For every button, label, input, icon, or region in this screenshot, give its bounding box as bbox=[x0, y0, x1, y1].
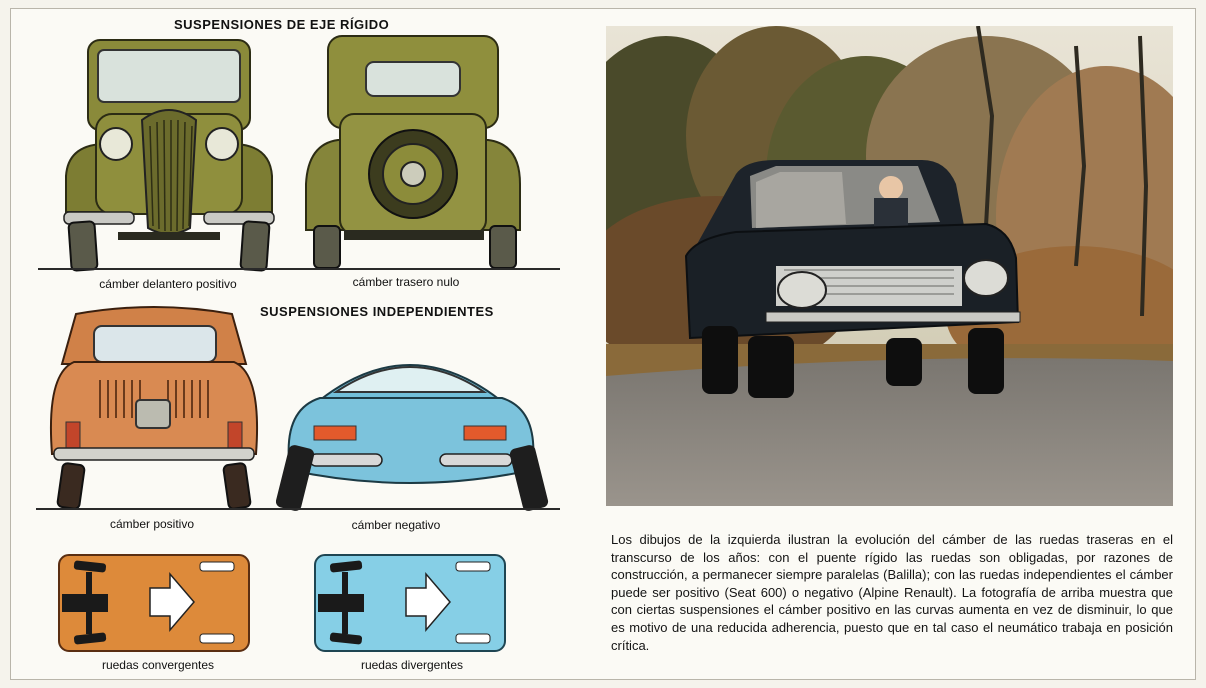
car-cornering-photo bbox=[606, 26, 1173, 506]
ground-line-independent bbox=[36, 508, 560, 510]
seat600-rear-illustration bbox=[46, 304, 262, 510]
caption-rear-null: cámber trasero nulo bbox=[352, 275, 460, 289]
caption-convergent: ruedas convergentes bbox=[101, 658, 215, 672]
divergent-wheels-diagram bbox=[314, 554, 506, 654]
heading-independent: SUSPENSIONES INDEPENDIENTES bbox=[260, 304, 494, 319]
caption-camber-positive: cámber positivo bbox=[109, 517, 195, 531]
balilla-rear-illustration bbox=[304, 34, 526, 272]
caption-front-positive: cámber delantero positivo bbox=[99, 277, 237, 291]
body-paragraph-text: Los dibujos de la izquierda ilustran la evolución del cámber de las ruedas traseras en el transcurso de los años: con el puente rígido las ruedas son obligadas, por razones de construcción, a permanecer siempre paralelas (Balilla); con las ruedas independientes el cámber puede ser positivo (Seat 600) o negativo (Alpine Renault). La fotografía de arriba muestra que con ciertas suspensiones el cámber positivo en las curvas aumenta en vez de disminuir, lo que es motivo de una reducida adherencia, puesto que en tal caso el neumático trabaja en posición crítica. bbox=[611, 532, 1173, 653]
alpine-rear-illustration bbox=[276, 340, 550, 512]
convergent-wheels-diagram bbox=[58, 554, 250, 654]
caption-divergent: ruedas divergentes bbox=[360, 658, 464, 672]
body-paragraph bbox=[611, 531, 1173, 654]
balilla-front-illustration bbox=[58, 36, 280, 272]
photo-scene bbox=[606, 26, 1173, 506]
caption-camber-negative: cámber negativo bbox=[351, 518, 441, 532]
heading-rigid-axle: SUSPENSIONES DE EJE RÍGIDO bbox=[174, 17, 390, 32]
ground-line-rigid bbox=[38, 268, 560, 270]
